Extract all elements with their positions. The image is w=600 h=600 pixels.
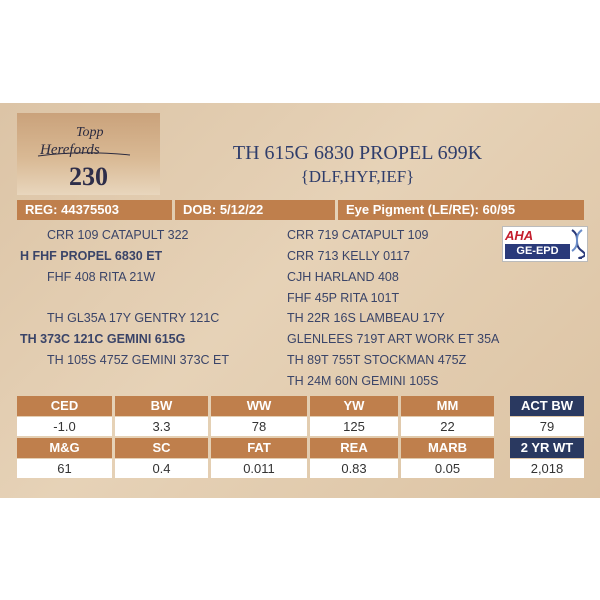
epd-value-bw: 3.3 [115,417,208,436]
epd-value-ced: -1.0 [17,417,112,436]
epd-value-ww: 78 [211,417,307,436]
yr-wt-value: 2,018 [510,459,584,478]
pedigree-dam-dam: TH 105S 475Z GEMINI 373C ET [47,353,230,367]
epd-header-yw: YW [310,396,398,416]
epd-value-rea: 0.83 [310,459,398,478]
yr-wt-header: 2 YR WT [510,438,584,458]
topp-herefords-logo [30,120,140,160]
genetic-codes: {DLF,HYF,IEF} [300,167,415,186]
aha-badge-top: AHA [505,228,534,243]
epd-header-ced: CED [17,396,112,416]
dna-icon [569,229,585,259]
pedigree-r3: CJH HARLAND 408 [287,270,399,284]
pedigree-dam-sire: TH GL35A 17Y GENTRY 121C [47,311,220,325]
pedigree-dam: TH 373C 121C GEMINI 615G [20,332,186,346]
pedigree-sire: H FHF PROPEL 6830 ET [20,249,163,263]
pedigree-r1: CRR 719 CATAPULT 109 [287,228,429,242]
epd-value-sc: 0.4 [115,459,208,478]
epd-header-mm: MM [401,396,494,416]
pedigree-r5: TH 22R 16S LAMBEAU 17Y [287,311,445,325]
epd-value-mg: 61 [17,459,112,478]
lot-number: 230 [69,162,108,191]
epd-value-mm: 22 [401,417,494,436]
epd-value-yw: 125 [310,417,398,436]
date-of-birth: DOB: 5/12/22 [175,200,335,220]
epd-value-fat: 0.011 [211,459,307,478]
pedigree-r4: FHF 45P RITA 101T [287,291,400,305]
pedigree-r8: TH 24M 60N GEMINI 105S [287,374,439,388]
eye-pigment: Eye Pigment (LE/RE): 60/95 [338,200,584,220]
epd-header-bw: BW [115,396,208,416]
epd-header-ww: WW [211,396,307,416]
aha-badge-bottom: GE-EPD [505,244,570,259]
epd-header-mg: M&G [17,438,112,458]
pedigree-sire-sire: CRR 109 CATAPULT 322 [47,228,189,242]
epd-value-marb: 0.05 [401,459,494,478]
act-bw-value: 79 [510,417,584,436]
epd-header-marb: MARB [401,438,494,458]
pedigree-r2: CRR 713 KELLY 0117 [287,249,410,263]
pedigree-r7: TH 89T 755T STOCKMAN 475Z [287,353,467,367]
epd-header-sc: SC [115,438,208,458]
logo-line1: Topp [76,125,104,140]
pedigree-sire-dam: FHF 408 RITA 21W [47,270,156,284]
logo-line2: Herefords [40,142,100,158]
act-bw-header: ACT BW [510,396,584,416]
epd-header-fat: FAT [211,438,307,458]
animal-name: TH 615G 6830 PROPEL 699K [232,142,483,164]
registration-number: REG: 44375503 [17,200,172,220]
epd-header-rea: REA [310,438,398,458]
aha-ge-epd-badge [502,226,588,262]
pedigree-r6: GLENLEES 719T ART WORK ET 35A [287,332,500,346]
